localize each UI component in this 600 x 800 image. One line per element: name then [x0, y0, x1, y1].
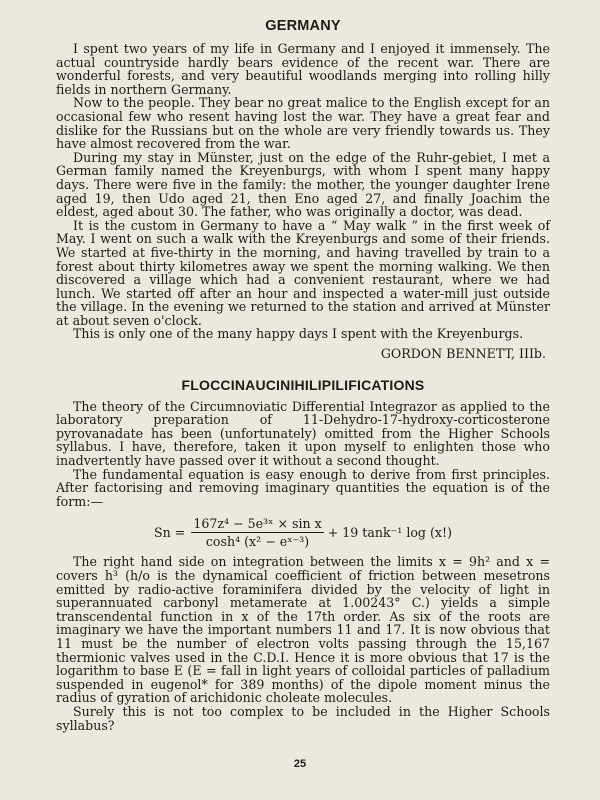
paragraph: Now to the people. They bear no great malice to the English except for an occasional few who resent having lost the war. They have a great fear and dislike for the Russians but on the whole are very friendly towards us. They have almost recovered from the war. — [56, 95, 550, 152]
equation — [56, 516, 550, 549]
paragraph: The right hand side on integration between the limits x = 9h² and x = covers h³ (h/o is the dynamical coefficient of friction between mesetrons emitted by radio-active foraminifera divided by the velocity of light in superannuated carbonyl metamerate at 1.00243° C.) yields a simple transcendental function in x of the 17th order. As six of the roots are imaginary we have the important numbers 11 and 17. It is now obvious that 11 must be the number of electron volts passing through the 15,167 thermionic valves used in the C.D.I. Hence it is more obvious that 17 is the logarithm to base E (E = fall in light years of colloidal particles of palladium suspended in eugenol* for 389 months) of the dipole moment minus the radius of gyration of arichidonic choleate molecules. — [56, 554, 550, 706]
paragraph: During my stay in Münster, just on the edge of the Ruhr-gebiet, I met a German family named the Kreyenburgs, with whom I spent many happy days. There were five in the family: the mother, the younger daughter Irene aged 19, then Udo aged 21, then Eno aged 27, and finally Joachim the eldest, aged about 30. The father, who was originally a doctor, was dead. — [56, 149, 550, 220]
author-signature: GORDON BENNETT, IIIb. — [380, 346, 546, 362]
paragraph: Surely this is not too complex to be included in the Higher Schools syllabus? — [56, 703, 550, 733]
article-title-floccinaucinihilipilifications: FLOCCINAUCINIHILIPILIFICATIONS — [181, 376, 425, 393]
page-number: 25 — [293, 758, 307, 770]
paragraph: The theory of the Circumnoviatic Differential Integrazor as applied to the laboratory preparation of 11-Dehydro-17-hydroxy-corticosterone pyrovanadate has been (unfortunately) omitted from the Higher Schools syllabus. I have, therefore, taken it upon myself to enlighten those who inadvertently have passed over it without a second thought. — [56, 398, 550, 469]
article-title-germany: GERMANY — [265, 18, 341, 34]
paragraph: It is the custom in Germany to have a “ May walk ” in the first week of May. I went on such a walk with the Kreyenburgs and some of their friends. We started at five-thirty in the morning, and having travelled by train to a forest about thirty kilometres away we spent the morning walking. We then discovered a village which had a convenient restaurant, where we had lunch. We started off after an hour and inspected a water-mill just outside the village. In the evening we returned to the station and arrived at Münster at about seven o'clock. — [56, 217, 550, 328]
equation-fraction — [191, 516, 323, 549]
paragraph: This is only one of the many happy days I spent with the Kreyenburgs. — [73, 326, 524, 342]
paragraph: I spent two years of my life in Germany and I enjoyed it immensely. The actual countryside hardly bears evidence of the recent war. There are wonderful forests, and very beautiful woodlands merging into rolling hilly fields in northern Germany. — [56, 41, 550, 97]
equation-numerator: 167z⁴ − 5e³ˣ × sin x — [193, 516, 322, 532]
paragraph: The fundamental equation is easy enough to derive from first principles. After factorising and removing imaginary quantities the equation is of the form:— — [56, 466, 550, 509]
equation-tail: + 19 tank⁻¹ log (x!) — [327, 525, 452, 541]
equation-lhs: Sn = — [154, 525, 186, 541]
equation-denominator: cosh⁴ (x² − eˣ⁻³) — [205, 534, 310, 550]
